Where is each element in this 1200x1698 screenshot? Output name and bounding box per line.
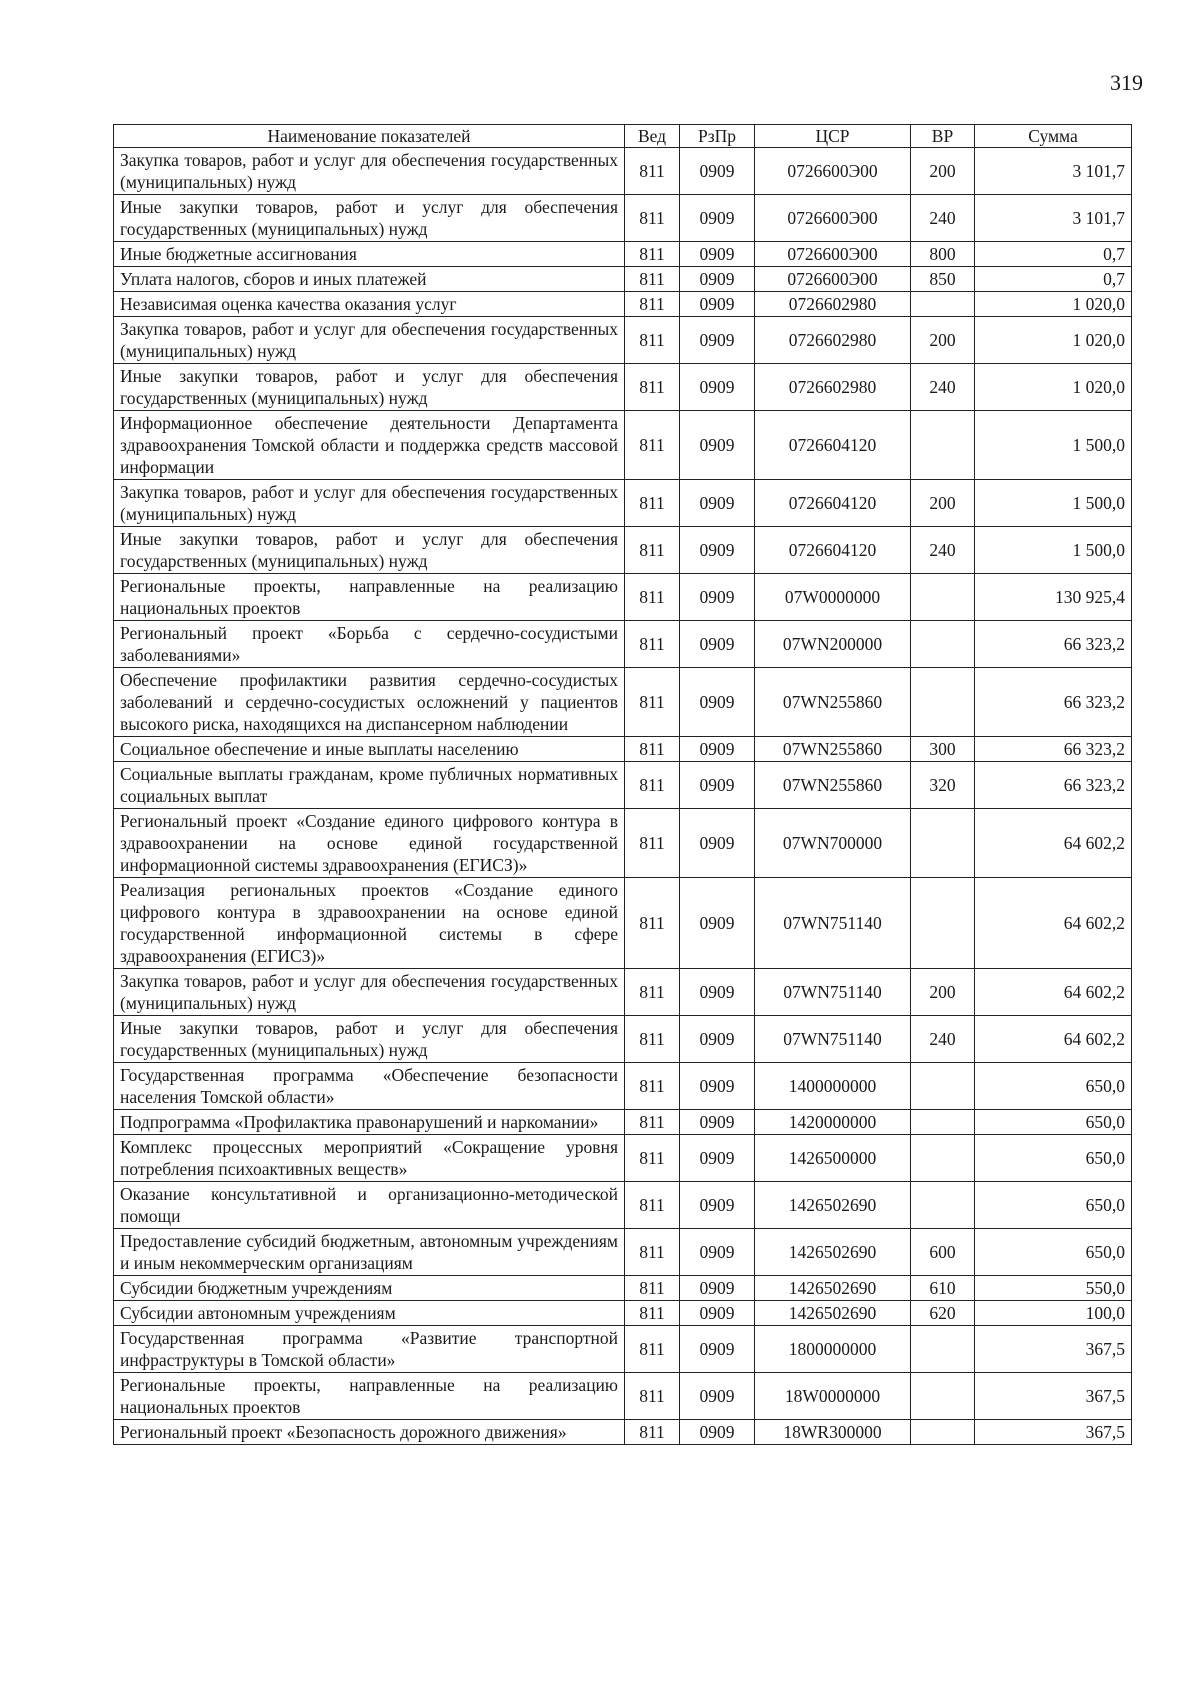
cell-name: Реализация региональных проектов «Создание единого цифрового контура в здравоохранении на основе единой государственной информационной системы в сфере здравоохранения (ЕГИСЗ)» xyxy=(114,878,625,969)
table-row xyxy=(114,242,1132,267)
cell-ved: 811 xyxy=(625,1373,680,1420)
table-row xyxy=(114,762,1132,809)
cell-vr: 200 xyxy=(911,969,975,1016)
table-row xyxy=(114,737,1132,762)
cell-csr: 0726602980 xyxy=(755,292,911,317)
cell-vr: 610 xyxy=(911,1276,975,1301)
cell-name: Государственная программа «Обеспечение безопасности населения Томской области» xyxy=(114,1063,625,1110)
table-row xyxy=(114,1276,1132,1301)
cell-ved: 811 xyxy=(625,969,680,1016)
cell-csr: 1400000000 xyxy=(755,1063,911,1110)
cell-vr xyxy=(911,411,975,480)
cell-ved: 811 xyxy=(625,1016,680,1063)
cell-rzpr: 0909 xyxy=(680,1110,755,1135)
cell-name: Предоставление субсидий бюджетным, автономным учреждениям и иным некоммерческим организациям xyxy=(114,1229,625,1276)
table-row xyxy=(114,1063,1132,1110)
cell-rzpr: 0909 xyxy=(680,809,755,878)
cell-ved: 811 xyxy=(625,267,680,292)
cell-csr: 0726602980 xyxy=(755,317,911,364)
table-row xyxy=(114,878,1132,969)
cell-ved: 811 xyxy=(625,195,680,242)
cell-csr: 0726604120 xyxy=(755,480,911,527)
cell-csr: 0726602980 xyxy=(755,364,911,411)
cell-ved: 811 xyxy=(625,411,680,480)
cell-csr: 1426502690 xyxy=(755,1301,911,1326)
cell-name: Независимая оценка качества оказания услуг xyxy=(114,292,625,317)
cell-csr: 07WN255860 xyxy=(755,737,911,762)
cell-rzpr: 0909 xyxy=(680,1182,755,1229)
cell-name: Подпрограмма «Профилактика правонарушений и наркомании» xyxy=(114,1110,625,1135)
cell-ved: 811 xyxy=(625,1420,680,1445)
cell-name: Социальное обеспечение и иные выплаты населению xyxy=(114,737,625,762)
cell-sum: 1 020,0 xyxy=(975,292,1132,317)
cell-vr xyxy=(911,809,975,878)
table-row xyxy=(114,317,1132,364)
cell-ved: 811 xyxy=(625,1301,680,1326)
cell-vr xyxy=(911,668,975,737)
cell-csr: 1420000000 xyxy=(755,1110,911,1135)
cell-name: Закупка товаров, работ и услуг для обеспечения государственных (муниципальных) нужд xyxy=(114,148,625,195)
cell-vr: 320 xyxy=(911,762,975,809)
cell-sum: 367,5 xyxy=(975,1326,1132,1373)
cell-sum: 64 602,2 xyxy=(975,809,1132,878)
cell-rzpr: 0909 xyxy=(680,1063,755,1110)
cell-ved: 811 xyxy=(625,1229,680,1276)
cell-ved: 811 xyxy=(625,737,680,762)
cell-rzpr: 0909 xyxy=(680,1229,755,1276)
cell-rzpr: 0909 xyxy=(680,1016,755,1063)
cell-ved: 811 xyxy=(625,1276,680,1301)
table-row xyxy=(114,1182,1132,1229)
cell-vr xyxy=(911,1110,975,1135)
cell-rzpr: 0909 xyxy=(680,267,755,292)
cell-name: Региональные проекты, направленные на реализацию национальных проектов xyxy=(114,574,625,621)
cell-rzpr: 0909 xyxy=(680,1373,755,1420)
cell-vr xyxy=(911,1063,975,1110)
cell-sum: 650,0 xyxy=(975,1182,1132,1229)
table-row xyxy=(114,148,1132,195)
cell-rzpr: 0909 xyxy=(680,364,755,411)
table-row xyxy=(114,809,1132,878)
cell-name: Государственная программа «Развитие транспортной инфраструктуры в Томской области» xyxy=(114,1326,625,1373)
cell-csr: 07WN700000 xyxy=(755,809,911,878)
cell-ved: 811 xyxy=(625,242,680,267)
cell-vr: 850 xyxy=(911,267,975,292)
cell-name: Субсидии автономным учреждениям xyxy=(114,1301,625,1326)
table-row xyxy=(114,1135,1132,1182)
cell-vr xyxy=(911,1135,975,1182)
table-row xyxy=(114,411,1132,480)
cell-vr: 200 xyxy=(911,480,975,527)
cell-rzpr: 0909 xyxy=(680,762,755,809)
cell-rzpr: 0909 xyxy=(680,1420,755,1445)
cell-sum: 1 500,0 xyxy=(975,480,1132,527)
cell-ved: 811 xyxy=(625,1326,680,1373)
cell-rzpr: 0909 xyxy=(680,878,755,969)
table-row xyxy=(114,969,1132,1016)
cell-rzpr: 0909 xyxy=(680,148,755,195)
cell-csr: 1426502690 xyxy=(755,1229,911,1276)
cell-csr: 07WN751140 xyxy=(755,1016,911,1063)
cell-rzpr: 0909 xyxy=(680,668,755,737)
table-row xyxy=(114,195,1132,242)
cell-ved: 811 xyxy=(625,527,680,574)
cell-rzpr: 0909 xyxy=(680,317,755,364)
cell-vr: 240 xyxy=(911,527,975,574)
cell-csr: 0726600Э00 xyxy=(755,148,911,195)
cell-name: Закупка товаров, работ и услуг для обеспечения государственных (муниципальных) нужд xyxy=(114,480,625,527)
table-row xyxy=(114,1016,1132,1063)
cell-name: Региональный проект «Борьба с сердечно-сосудистыми заболеваниями» xyxy=(114,621,625,668)
table-row xyxy=(114,574,1132,621)
cell-vr: 600 xyxy=(911,1229,975,1276)
budget-table xyxy=(113,124,1132,1445)
cell-rzpr: 0909 xyxy=(680,1326,755,1373)
cell-ved: 811 xyxy=(625,762,680,809)
cell-sum: 0,7 xyxy=(975,267,1132,292)
header-csr: ЦСР xyxy=(755,125,911,148)
cell-name: Иные бюджетные ассигнования xyxy=(114,242,625,267)
cell-sum: 367,5 xyxy=(975,1373,1132,1420)
cell-vr xyxy=(911,1373,975,1420)
cell-name: Региональный проект «Создание единого цифрового контура в здравоохранении на основе единой государственной информационной системы здравоохранения (ЕГИСЗ)» xyxy=(114,809,625,878)
cell-vr: 620 xyxy=(911,1301,975,1326)
cell-csr: 07WN255860 xyxy=(755,762,911,809)
cell-ved: 811 xyxy=(625,364,680,411)
table-row xyxy=(114,1326,1132,1373)
cell-sum: 367,5 xyxy=(975,1420,1132,1445)
table-row xyxy=(114,1301,1132,1326)
header-rzpr: РзПр xyxy=(680,125,755,148)
cell-name: Региональные проекты, направленные на реализацию национальных проектов xyxy=(114,1373,625,1420)
cell-rzpr: 0909 xyxy=(680,969,755,1016)
cell-name: Социальные выплаты гражданам, кроме публичных нормативных социальных выплат xyxy=(114,762,625,809)
cell-rzpr: 0909 xyxy=(680,411,755,480)
cell-vr xyxy=(911,1326,975,1373)
cell-sum: 650,0 xyxy=(975,1063,1132,1110)
table-row xyxy=(114,1373,1132,1420)
cell-csr: 1426502690 xyxy=(755,1182,911,1229)
cell-ved: 811 xyxy=(625,148,680,195)
header-sum: Сумма xyxy=(975,125,1132,148)
cell-sum: 66 323,2 xyxy=(975,737,1132,762)
cell-ved: 811 xyxy=(625,1135,680,1182)
cell-vr xyxy=(911,574,975,621)
cell-sum: 0,7 xyxy=(975,242,1132,267)
cell-sum: 66 323,2 xyxy=(975,668,1132,737)
table-row xyxy=(114,621,1132,668)
cell-sum: 3 101,7 xyxy=(975,148,1132,195)
cell-sum: 1 020,0 xyxy=(975,317,1132,364)
cell-rzpr: 0909 xyxy=(680,621,755,668)
cell-name: Оказание консультативной и организационно-методической помощи xyxy=(114,1182,625,1229)
cell-csr: 0726600Э00 xyxy=(755,267,911,292)
cell-rzpr: 0909 xyxy=(680,1276,755,1301)
cell-name: Иные закупки товаров, работ и услуг для обеспечения государственных (муниципальных) нужд xyxy=(114,364,625,411)
cell-ved: 811 xyxy=(625,317,680,364)
cell-sum: 650,0 xyxy=(975,1229,1132,1276)
cell-vr: 200 xyxy=(911,317,975,364)
cell-csr: 1800000000 xyxy=(755,1326,911,1373)
cell-sum: 64 602,2 xyxy=(975,1016,1132,1063)
cell-vr xyxy=(911,1182,975,1229)
cell-rzpr: 0909 xyxy=(680,574,755,621)
cell-sum: 1 020,0 xyxy=(975,364,1132,411)
cell-name: Обеспечение профилактики развития сердечно-сосудистых заболеваний и сердечно-сосудистых осложнений у пациентов высокого риска, находящихся на диспансерном наблюдении xyxy=(114,668,625,737)
cell-csr: 1426500000 xyxy=(755,1135,911,1182)
cell-csr: 18W0000000 xyxy=(755,1373,911,1420)
cell-sum: 130 925,4 xyxy=(975,574,1132,621)
cell-csr: 07WN255860 xyxy=(755,668,911,737)
cell-ved: 811 xyxy=(625,878,680,969)
cell-rzpr: 0909 xyxy=(680,527,755,574)
cell-ved: 811 xyxy=(625,621,680,668)
cell-sum: 650,0 xyxy=(975,1135,1132,1182)
table-header-row xyxy=(114,125,1132,148)
cell-name: Субсидии бюджетным учреждениям xyxy=(114,1276,625,1301)
cell-csr: 18WR300000 xyxy=(755,1420,911,1445)
cell-sum: 64 602,2 xyxy=(975,878,1132,969)
header-vr: ВР xyxy=(911,125,975,148)
cell-csr: 0726600Э00 xyxy=(755,242,911,267)
cell-ved: 811 xyxy=(625,480,680,527)
cell-rzpr: 0909 xyxy=(680,195,755,242)
cell-rzpr: 0909 xyxy=(680,1301,755,1326)
cell-sum: 650,0 xyxy=(975,1110,1132,1135)
cell-sum: 100,0 xyxy=(975,1301,1132,1326)
table-row xyxy=(114,527,1132,574)
cell-rzpr: 0909 xyxy=(680,242,755,267)
cell-name: Региональный проект «Безопасность дорожного движения» xyxy=(114,1420,625,1445)
cell-csr: 0726604120 xyxy=(755,527,911,574)
cell-csr: 07WN751140 xyxy=(755,878,911,969)
cell-rzpr: 0909 xyxy=(680,737,755,762)
cell-vr xyxy=(911,621,975,668)
cell-sum: 66 323,2 xyxy=(975,762,1132,809)
page-number: 319 xyxy=(1110,70,1143,95)
cell-name: Комплекс процессных мероприятий «Сокращение уровня потребления психоактивных веществ» xyxy=(114,1135,625,1182)
cell-name: Информационное обеспечение деятельности Департамента здравоохранения Томской области и поддержка средств массовой информации xyxy=(114,411,625,480)
cell-vr: 300 xyxy=(911,737,975,762)
cell-name: Иные закупки товаров, работ и услуг для обеспечения государственных (муниципальных) нужд xyxy=(114,1016,625,1063)
cell-csr: 07WN200000 xyxy=(755,621,911,668)
table-row xyxy=(114,668,1132,737)
table-row xyxy=(114,1420,1132,1445)
cell-sum: 66 323,2 xyxy=(975,621,1132,668)
cell-sum: 64 602,2 xyxy=(975,969,1132,1016)
cell-vr xyxy=(911,292,975,317)
cell-vr: 200 xyxy=(911,148,975,195)
cell-rzpr: 0909 xyxy=(680,292,755,317)
cell-vr: 240 xyxy=(911,195,975,242)
table-row xyxy=(114,364,1132,411)
cell-sum: 550,0 xyxy=(975,1276,1132,1301)
cell-name: Закупка товаров, работ и услуг для обеспечения государственных (муниципальных) нужд xyxy=(114,317,625,364)
cell-vr: 800 xyxy=(911,242,975,267)
cell-vr xyxy=(911,1420,975,1445)
cell-ved: 811 xyxy=(625,668,680,737)
cell-name: Закупка товаров, работ и услуг для обеспечения государственных (муниципальных) нужд xyxy=(114,969,625,1016)
table-row xyxy=(114,292,1132,317)
table-row xyxy=(114,267,1132,292)
cell-sum: 3 101,7 xyxy=(975,195,1132,242)
cell-vr xyxy=(911,878,975,969)
cell-csr: 07W0000000 xyxy=(755,574,911,621)
cell-csr: 0726600Э00 xyxy=(755,195,911,242)
cell-csr: 0726604120 xyxy=(755,411,911,480)
cell-vr: 240 xyxy=(911,1016,975,1063)
header-name: Наименование показателей xyxy=(114,125,625,148)
cell-sum: 1 500,0 xyxy=(975,411,1132,480)
cell-name: Иные закупки товаров, работ и услуг для обеспечения государственных (муниципальных) нужд xyxy=(114,527,625,574)
cell-sum: 1 500,0 xyxy=(975,527,1132,574)
cell-rzpr: 0909 xyxy=(680,1135,755,1182)
table-row xyxy=(114,480,1132,527)
cell-ved: 811 xyxy=(625,1182,680,1229)
table-row xyxy=(114,1229,1132,1276)
cell-csr: 07WN751140 xyxy=(755,969,911,1016)
header-ved: Вед xyxy=(625,125,680,148)
cell-name: Иные закупки товаров, работ и услуг для обеспечения государственных (муниципальных) нужд xyxy=(114,195,625,242)
cell-name: Уплата налогов, сборов и иных платежей xyxy=(114,267,625,292)
cell-ved: 811 xyxy=(625,292,680,317)
cell-csr: 1426502690 xyxy=(755,1276,911,1301)
table-row xyxy=(114,1110,1132,1135)
cell-vr: 240 xyxy=(911,364,975,411)
cell-rzpr: 0909 xyxy=(680,480,755,527)
cell-ved: 811 xyxy=(625,809,680,878)
cell-ved: 811 xyxy=(625,1063,680,1110)
cell-ved: 811 xyxy=(625,574,680,621)
cell-ved: 811 xyxy=(625,1110,680,1135)
